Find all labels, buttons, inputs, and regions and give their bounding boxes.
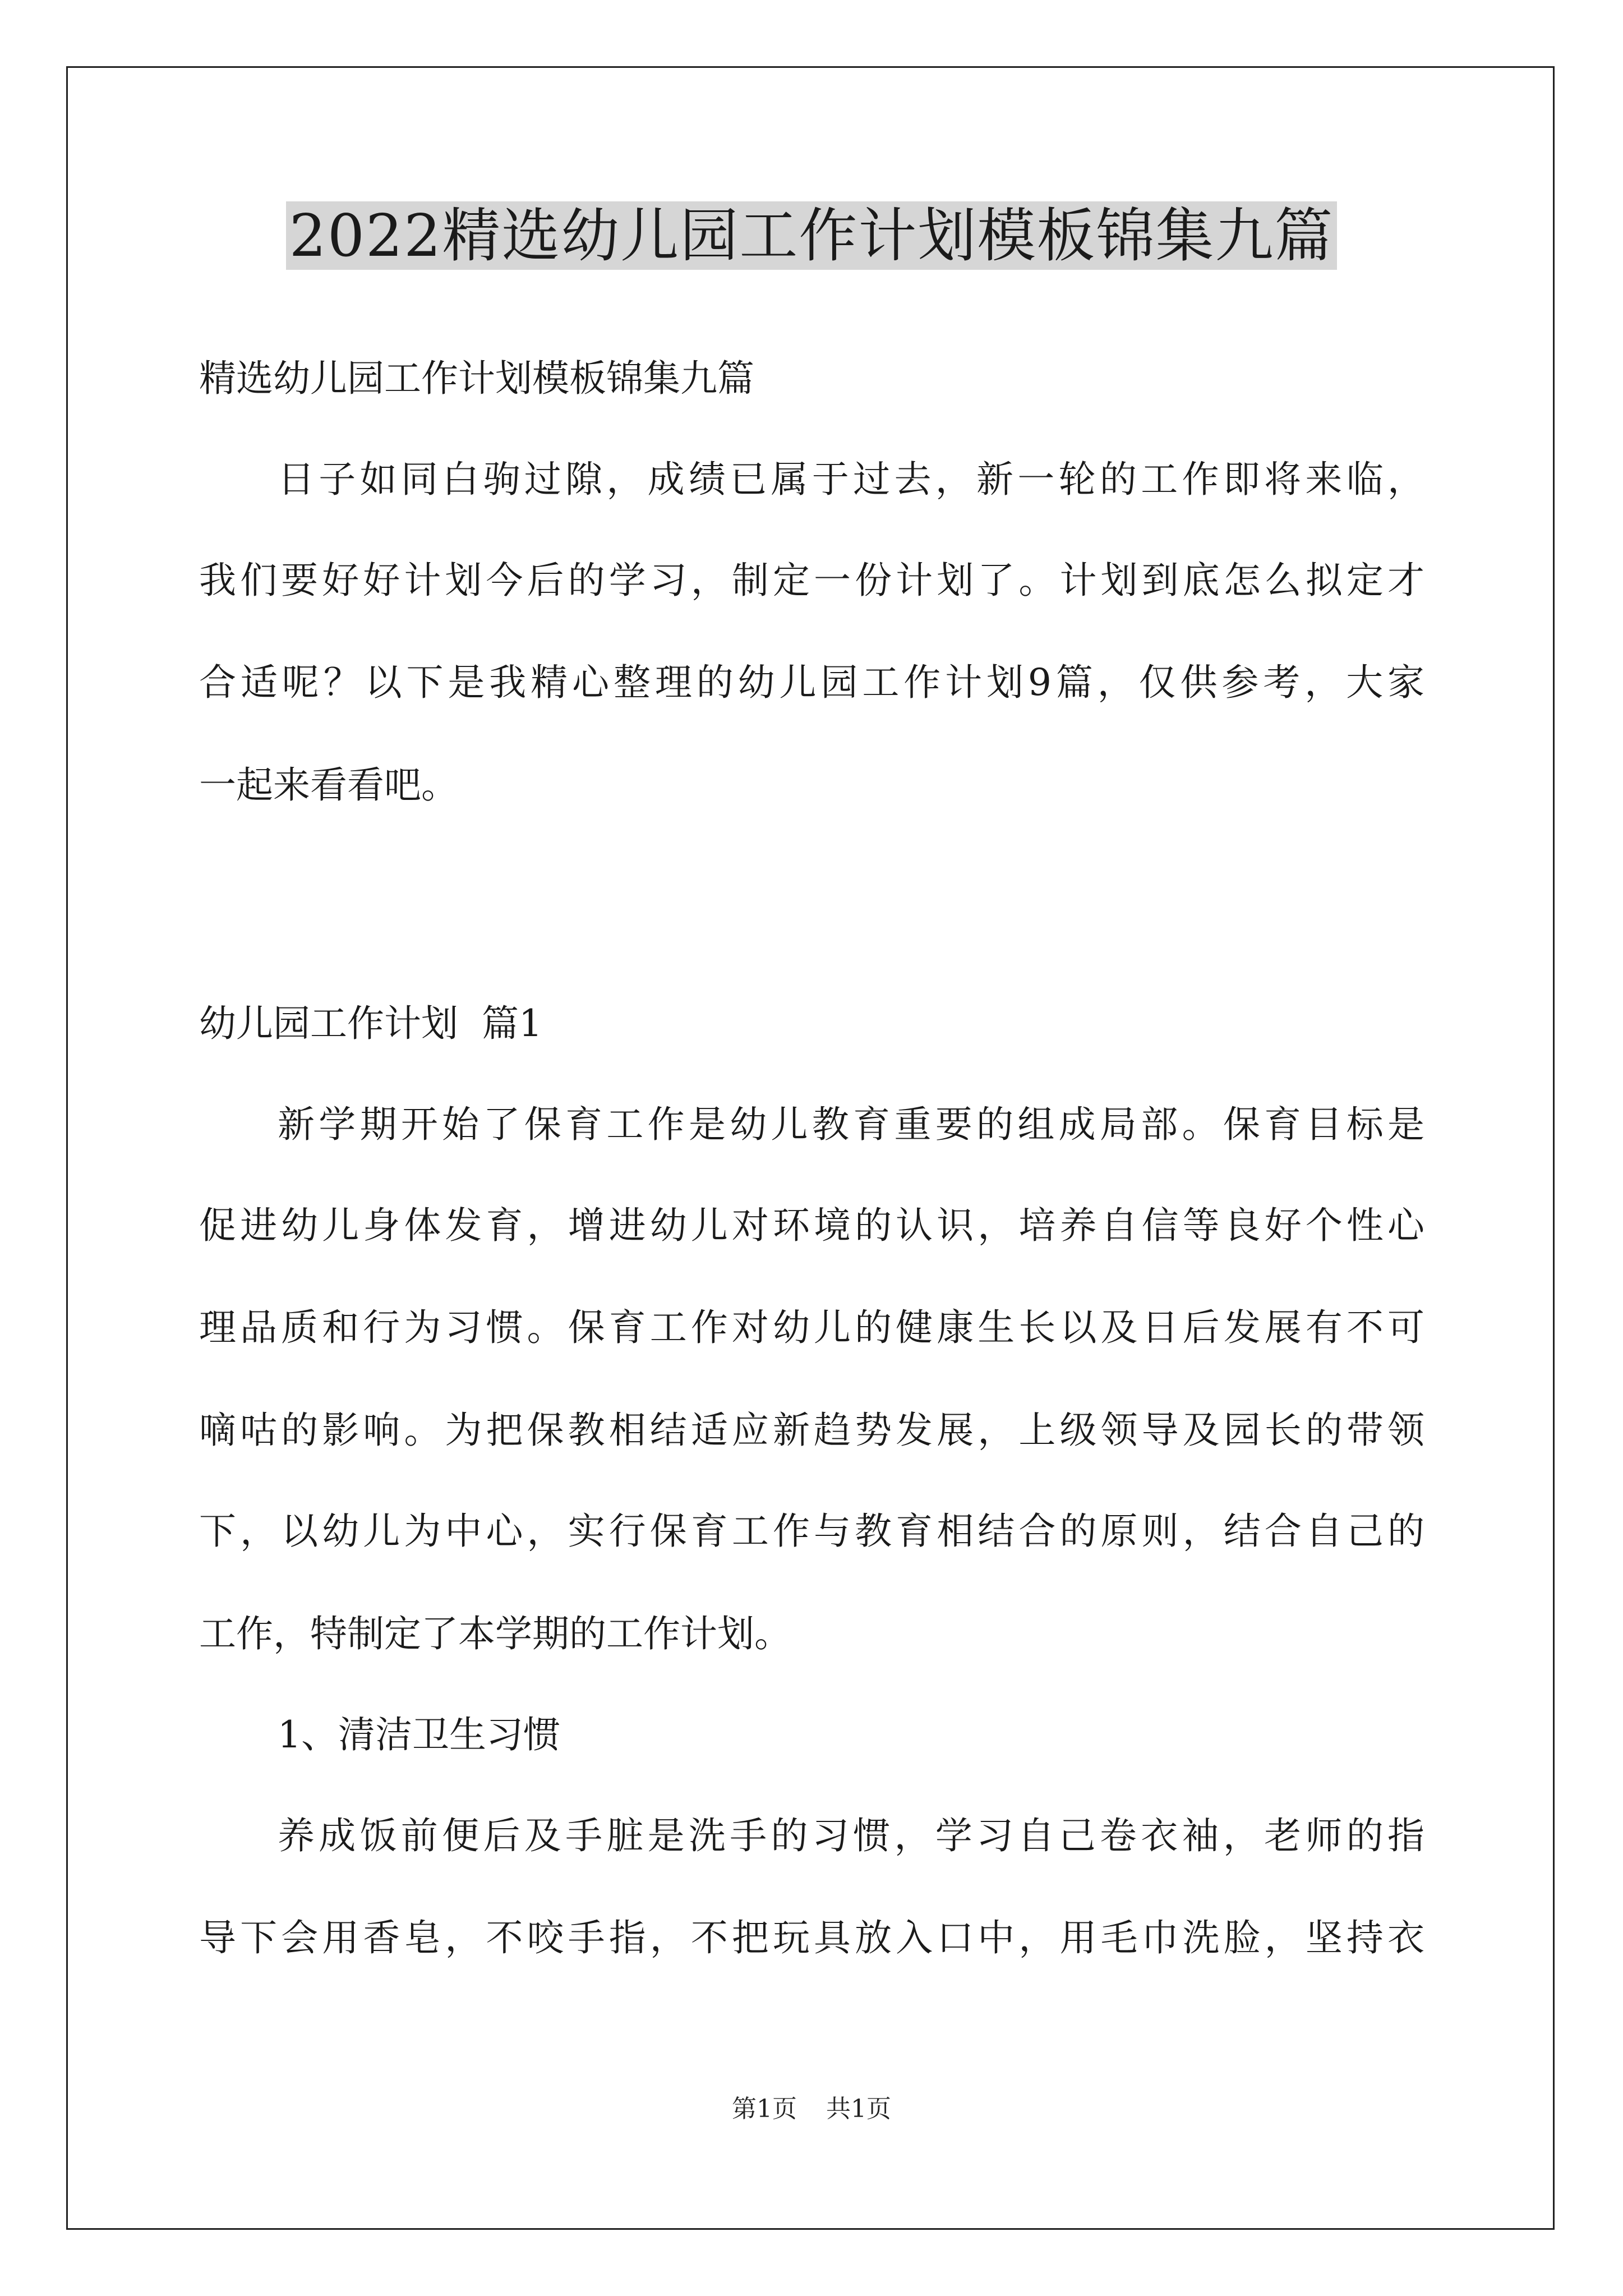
body-line-7: 养成饭前便后及手脏是洗手的习惯，学习自己卷衣袖，老师的指	[278, 1814, 1424, 1857]
page-number: 第1页	[732, 2095, 797, 2123]
document-title	[0, 196, 1623, 275]
body-line-1: 新学期开始了保育工作是幼儿教育重要的组成局部。保育目标是	[278, 1103, 1424, 1146]
intro-line-4: 一起来看看吧。	[199, 763, 458, 807]
document-title-text: 2022精选幼儿园工作计划模板锦集九篇	[286, 201, 1338, 270]
page-total: 共1页	[826, 2095, 891, 2123]
body-line-2: 促进幼儿身体发育，增进幼儿对环境的认识，培养自信等良好个性心	[199, 1204, 1424, 1247]
intro-line-3: 合适呢？以下是我精心整理的幼儿园工作计划9篇，仅供参考，大家	[199, 661, 1424, 704]
body-line-6: 工作，特制定了本学期的工作计划。	[199, 1612, 791, 1655]
body-line-8: 导下会用香皂，不咬手指，不把玩具放入口中，用毛巾洗脸，坚持衣	[199, 1916, 1424, 1959]
intro-line-1: 日子如同白驹过隙，成绩已属于过去，新一轮的工作即将来临，	[278, 458, 1424, 501]
body-line-3: 理品质和行为习惯。保育工作对幼儿的健康生长以及日后发展有不可	[199, 1306, 1424, 1349]
intro-line-2: 我们要好好计划今后的学习，制定一份计划了。计划到底怎么拟定才	[199, 559, 1424, 602]
subtitle-line: 精选幼儿园工作计划模板锦集九篇	[199, 357, 754, 400]
page-footer	[0, 2092, 1623, 2126]
subsection-heading: 1、清洁卫生习惯	[278, 1713, 560, 1756]
section-heading: 幼儿园工作计划 篇1	[199, 1002, 542, 1045]
body-line-4: 嘀咕的影响。为把保教相结适应新趋势发展，上级领导及园长的带领	[199, 1409, 1424, 1452]
body-line-5: 下，以幼儿为中心，实行保育工作与教育相结合的原则，结合自己的	[199, 1510, 1424, 1553]
